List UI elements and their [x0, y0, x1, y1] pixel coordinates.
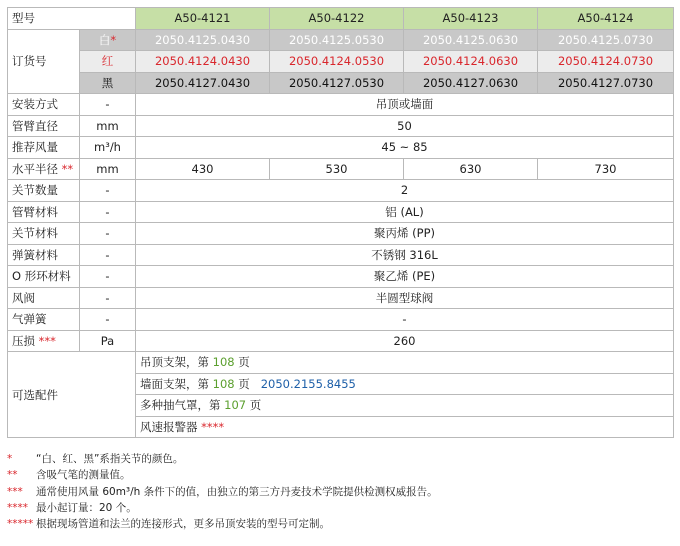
spec-value: 聚乙烯 (PE) [136, 266, 674, 288]
color-name: 白* [80, 29, 136, 51]
spec-value: 530 [270, 158, 404, 180]
model-header-row [8, 8, 674, 30]
accessory-item: 吊顶支架，第 108 页 [136, 352, 674, 374]
order-row-white [8, 29, 674, 51]
order-number-label: 订货号 [8, 29, 80, 94]
footnote: *** 通常使用风量 60m³/h 条件下的值，由独立的第三方丹麦技术学院提供检测权威报告。 [7, 485, 438, 498]
order-number: 2050.4127.0430 [136, 72, 270, 94]
order-number: 2050.4125.0730 [538, 29, 674, 51]
spec-value: - [136, 309, 674, 331]
spec-unit: - [80, 244, 136, 266]
spec-value: 不锈钢 316L [136, 244, 674, 266]
model-cell: A50-4122 [270, 8, 404, 30]
spec-label: 管臂直径 [8, 115, 80, 137]
spec-unit: - [80, 309, 136, 331]
spec-value: 聚丙烯 (PP) [136, 223, 674, 245]
spec-unit: Pa [80, 330, 136, 352]
order-number: 2050.4124.0730 [538, 51, 674, 73]
spec-label: 水平半径 ** [8, 158, 80, 180]
spec-label: 弹簧材料 [8, 244, 80, 266]
spec-value: 2 [136, 180, 674, 202]
spec-label: 管臂材料 [8, 201, 80, 223]
order-number: 2050.4127.0630 [404, 72, 538, 94]
spec-label: 安装方式 [8, 94, 80, 116]
footnote: * “白、红、黑”系指关节的颜色。 [7, 453, 184, 465]
spec-row-mounting [8, 94, 674, 116]
order-number: 2050.4125.0430 [136, 29, 270, 51]
spec-unit: - [80, 201, 136, 223]
spec-value: 45 ~ 85 [136, 137, 674, 159]
spec-label: 关节数量 [8, 180, 80, 202]
spec-row-diameter [8, 115, 674, 137]
spec-value: 630 [404, 158, 538, 180]
spec-row-pressure-loss [8, 330, 674, 352]
accessory-item: 风速报警器 **** [136, 416, 674, 438]
spec-row-damper [8, 287, 674, 309]
spec-value: 730 [538, 158, 674, 180]
spec-row-radius [8, 158, 674, 180]
spec-value: 260 [136, 330, 674, 352]
spec-unit: m³/h [80, 137, 136, 159]
footnote: ***** 根据现场管道和法兰的连接形式，更多吊顶安装的型号可定制。 [7, 518, 330, 531]
spec-unit: - [80, 180, 136, 202]
order-number: 2050.4124.0430 [136, 51, 270, 73]
spec-unit: mm [80, 115, 136, 137]
footnotes [7, 451, 673, 532]
spec-label: 推荐风量 [8, 137, 80, 159]
spec-value: 半圆型球阀 [136, 287, 674, 309]
footnote: ** 含吸气笔的测量值。 [7, 469, 131, 482]
model-cell: A50-4123 [404, 8, 538, 30]
model-cell: A50-4121 [136, 8, 270, 30]
spec-label: 风阀 [8, 287, 80, 309]
accessory-code: 2050.2155.8455 [260, 376, 356, 391]
accessory-row [8, 352, 674, 374]
spec-unit: - [80, 94, 136, 116]
spec-table [7, 7, 674, 438]
spec-label: 关节材料 [8, 223, 80, 245]
footnote: **** 最小起订量：20 个。 [7, 501, 137, 514]
spec-unit: - [80, 223, 136, 245]
order-number: 2050.4127.0730 [538, 72, 674, 94]
order-number: 2050.4124.0630 [404, 51, 538, 73]
accessory-item: 墙面支架，第 108 页 2050.2155.8455 [136, 373, 674, 395]
spec-value: 50 [136, 115, 674, 137]
accessory-item: 多种抽气罩，第 107 页 [136, 395, 674, 417]
order-row-black [8, 72, 674, 94]
spec-value: 430 [136, 158, 270, 180]
order-number: 2050.4127.0530 [270, 72, 404, 94]
spec-unit: - [80, 266, 136, 288]
spec-value: 铝 (AL) [136, 201, 674, 223]
spec-row-joints [8, 180, 674, 202]
order-row-red [8, 51, 674, 73]
model-cell: A50-4124 [538, 8, 674, 30]
spec-value: 吊顶或墙面 [136, 94, 674, 116]
accessories-label: 可选配件 [8, 352, 136, 438]
order-number: 2050.4124.0530 [270, 51, 404, 73]
spec-label: O 形环材料 [8, 266, 80, 288]
spec-row-arm-material [8, 201, 674, 223]
spec-row-joint-material [8, 223, 674, 245]
color-name: 黑 [80, 72, 136, 94]
spec-row-gas-spring [8, 309, 674, 331]
spec-row-spring-material [8, 244, 674, 266]
spec-row-airflow [8, 137, 674, 159]
spec-row-oring-material [8, 266, 674, 288]
spec-unit: - [80, 287, 136, 309]
color-name: 红 [80, 51, 136, 73]
spec-label: 压损 *** [8, 330, 80, 352]
order-number: 2050.4125.0530 [270, 29, 404, 51]
spec-unit: mm [80, 158, 136, 180]
order-number: 2050.4125.0630 [404, 29, 538, 51]
spec-label: 气弹簧 [8, 309, 80, 331]
model-label: 型号 [8, 8, 136, 30]
